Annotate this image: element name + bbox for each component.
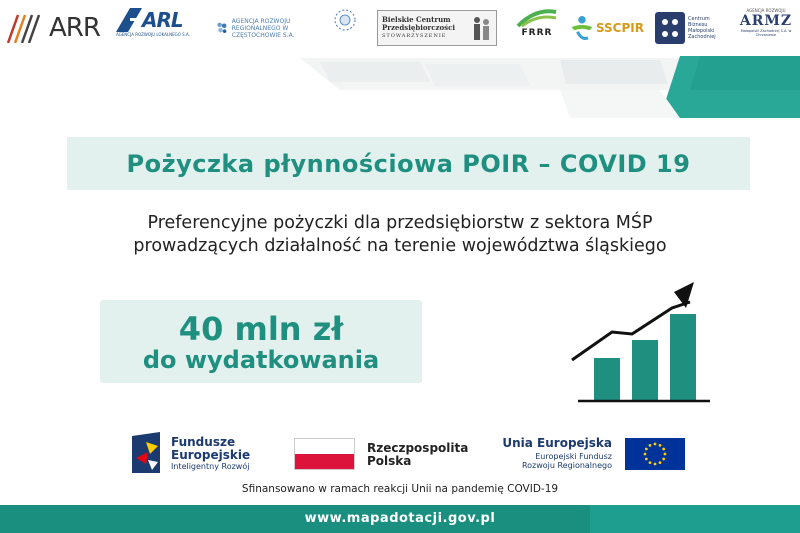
amount-value: 40 mln zł (178, 310, 344, 348)
cbmz-line4: Zachodniej (688, 34, 716, 40)
eu-star (662, 458, 665, 461)
eu-star (659, 444, 662, 447)
star-circle-emblem-icon (333, 8, 357, 32)
bielskie-centrum-logo (377, 10, 497, 46)
eu-star (659, 461, 662, 464)
polish-flag-icon (294, 438, 355, 470)
frrr-logo-text: FRRR (521, 28, 553, 38)
fe-line2: Europejskie (171, 448, 251, 462)
eu-star (645, 448, 648, 451)
frrr-logo (514, 8, 560, 48)
subtitle-line-1: Preferencyjne pożyczki dla przedsiębiorstw z sektora MŚP (147, 213, 653, 233)
growth-bar-1 (594, 358, 620, 400)
arr-czestochowa-logo (216, 8, 314, 48)
pl-line1: Rzeczpospolita (367, 441, 469, 455)
regional-fund-logo (322, 8, 368, 48)
eu-star (662, 448, 665, 451)
partner-logo-bar (0, 0, 800, 58)
bar-chart-growth-arrow-icon (560, 278, 720, 408)
bcp-line2: Przedsiębiorczości (382, 23, 456, 32)
arr-logo-text: ARR (49, 13, 100, 43)
funding-note: Sfinansowano w ramach reakcji Unii na pandemię COVID-19 (241, 483, 559, 495)
amount-caption: do wydatkowania (142, 346, 380, 374)
grid-emblem-icon (655, 12, 685, 44)
headline-panel (67, 137, 750, 190)
growth-bar-3 (670, 314, 696, 400)
arr-czestochowa-text: AGENCJA ROZWOJU REGIONALNEGO W CZĘSTOCHOWIE S.A. (231, 17, 295, 39)
eu-star (644, 453, 647, 456)
person-figure-icon (570, 11, 594, 45)
ue-line3: Rozwoju Regionalnego (521, 461, 612, 470)
eu-flag-icon (625, 438, 685, 470)
armz-top-text: AGENCJA ROZWOJU (746, 8, 786, 13)
cbmz-line3: Małopolski (688, 28, 715, 34)
headline: Pożyczka płynnościowa POIR – COVID 19 (126, 149, 691, 178)
cbmz-line2: Biznesu (688, 22, 708, 28)
footer-url-link[interactable]: www.mapadotacji.gov.pl (304, 511, 496, 526)
arl-mark-icon (116, 8, 142, 32)
fe-line1: Fundusze (171, 435, 236, 449)
eu-star (645, 458, 648, 461)
armz-main-text: ARMZ (739, 13, 793, 29)
growth-arrow-head (674, 282, 694, 308)
arl-logo (116, 8, 200, 48)
bcp-line1: Bielskie Centrum (382, 15, 451, 24)
pl-line2: Polska (367, 454, 412, 468)
eu-star (654, 443, 657, 446)
eu-star (649, 461, 652, 464)
fe-line3: Inteligentny Rozwój (171, 462, 250, 471)
cbmz-line1: Centrum (688, 16, 710, 22)
arl-logo-text: ARL (142, 8, 183, 32)
cbmz-logo (655, 8, 731, 48)
arr-stripes-icon (6, 13, 46, 43)
ue-line1: Unia Europejska (502, 436, 612, 450)
people-silhouette-icon (470, 14, 492, 42)
puzzle-emblem-icon (216, 13, 228, 43)
arr-logo (6, 8, 102, 48)
armz-logo (737, 8, 795, 48)
green-swoosh-icon (516, 8, 558, 28)
eu-star (649, 444, 652, 447)
eu-star (664, 453, 667, 456)
growth-bar-2 (632, 340, 658, 400)
amount-panel (100, 300, 422, 383)
eu-star (654, 463, 657, 466)
bcp-line3: STOWARZYSZENIE (382, 33, 447, 39)
armz-bottom-text: Małopolski Zachodniej S.A. w Chrzanowie (740, 29, 792, 37)
ue-line2: Europejski Fundusz (535, 452, 612, 461)
fundusze-europejskie-icon (132, 432, 160, 473)
sscpir-logo (570, 8, 644, 48)
arl-logo-subtext: AGENCJA ROZWOJU LOKALNEGO S.A. (116, 32, 190, 37)
sscpir-logo-text: SSCPIR (595, 21, 644, 35)
subtitle-line-2: prowadzących działalność na terenie województwa śląskiego (133, 236, 667, 256)
